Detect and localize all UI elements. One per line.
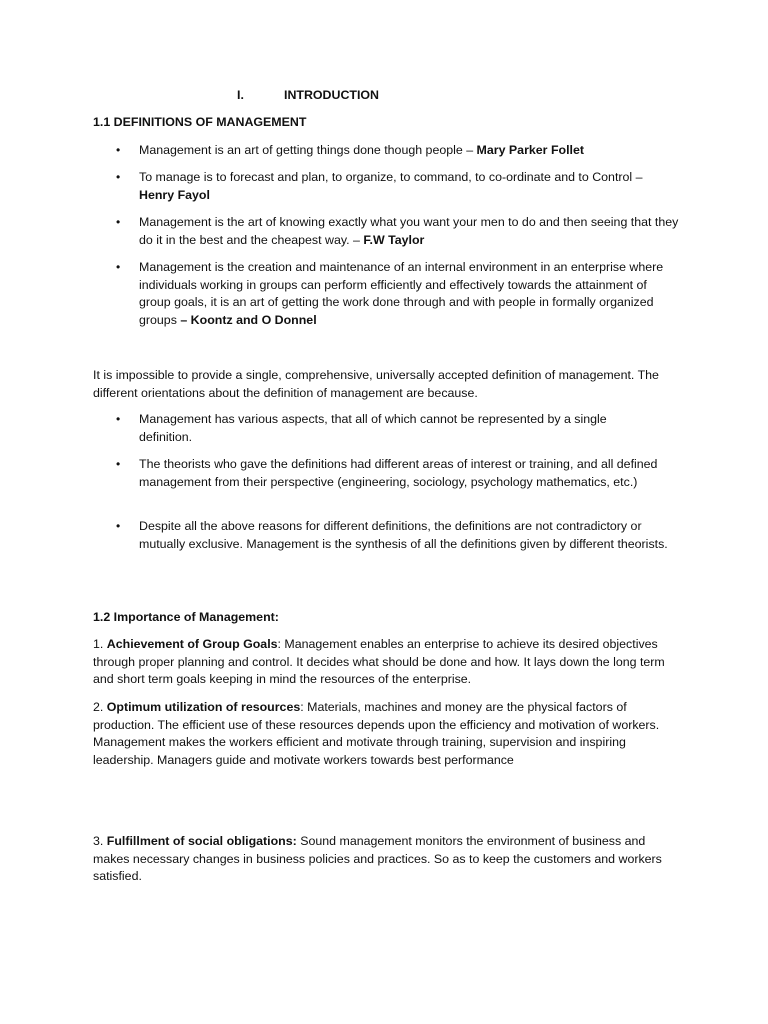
bullet-icon: • — [116, 519, 121, 533]
point-title: Achievement of Group Goals — [106, 637, 278, 651]
section-1-2-title: 1.2 Importance of Management: — [93, 610, 279, 624]
definition-text: Management is the creation and maintenance of an internal environment in an enterprise where individuals working in groups can perform efficiently and effectively towards the attainment of group goals, it is an art of getting the work done through and with people in formally organized groups — [139, 260, 664, 327]
definition-item — [139, 259, 679, 329]
point-title: Fulfillment of social obligations: — [106, 834, 297, 848]
bullet-icon: • — [116, 215, 121, 229]
bullet-icon: • — [116, 457, 121, 471]
point-number: 2. — [93, 700, 107, 714]
point-body: Sound management monitors the environment of business and makes necessary changes in business policies and practices. So as to keep the customers and workers satisfied. — [93, 834, 662, 884]
point-body: : Materials, machines and money are the physical factors of production. The efficient use of these resources depends upon the efficiency and motivation of workers. Management makes the workers efficient and motivate through training, supervision and inspiring leadership. Managers guide and motivate workers towards best performance — [93, 700, 660, 767]
definition-item — [139, 142, 679, 160]
bullet-icon: • — [116, 260, 121, 274]
definition-text: To manage is to forecast and plan, to organize, to command, to co-ordinate and to Control – — [139, 170, 643, 184]
importance-point — [93, 636, 678, 689]
point-number: 3. — [93, 834, 107, 848]
heading-title: INTRODUCTION — [284, 88, 379, 102]
definition-text: Management is the art of knowing exactly what you want your men to do and then seeing that they do it in the best and the cheapest way. – — [139, 215, 679, 247]
definition-author: Mary Parker Follet — [476, 143, 584, 157]
point-body: : Management enables an enterprise to achieve its desired objectives through proper planning and control. It decides what should be done and how. It lays down the long term and short term goals keeping in mind the resources of the enterprise. — [93, 637, 665, 687]
definition-item — [139, 169, 679, 204]
definition-author: – Koontz and O Donnel — [180, 312, 317, 327]
definition-text: Management is an art of getting things done though people – — [139, 143, 477, 157]
heading-number: I. — [237, 88, 244, 102]
importance-point — [93, 699, 678, 769]
definition-author: F.W Taylor — [363, 232, 425, 247]
importance-point — [93, 833, 678, 886]
intro-paragraph: It is impossible to provide a single, comprehensive, universally accepted definition of management. The different orientations about the definition of management are because. — [93, 368, 659, 400]
bullet-icon: • — [116, 412, 121, 426]
point-title: Optimum utilization of resources — [106, 700, 301, 714]
reason-item: Despite all the above reasons for different definitions, the definitions are not contradictory or mutually exclusive. Management is the synthesis of all the definitions given by different theorists. — [139, 519, 668, 551]
definition-item — [139, 214, 679, 249]
point-number: 1. — [93, 637, 107, 651]
reason-item: Management has various aspects, that all of which cannot be represented by a single definition. — [139, 412, 607, 444]
definition-author: Henry Fayol — [139, 187, 210, 202]
section-1-1-title: 1.1 DEFINITIONS OF MANAGEMENT — [93, 115, 307, 129]
bullet-icon: • — [116, 170, 121, 184]
reason-item: The theorists who gave the definitions had different areas of interest or training, and all defined management from their perspective (engineering, sociology, psychology mathematics, etc.) — [139, 457, 658, 489]
bullet-icon: • — [116, 143, 121, 157]
